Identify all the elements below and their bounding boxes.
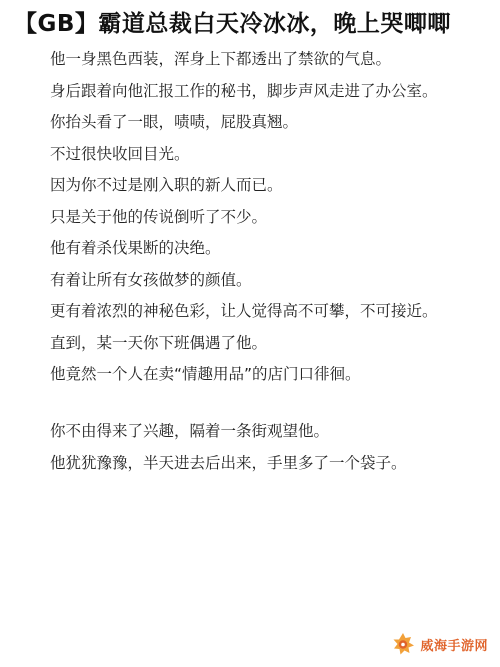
paragraph: 他一身黑色西装，浑身上下都透出了禁欲的气息。	[50, 50, 392, 68]
paragraph: 只是关于他的传说倒听了不少。	[50, 207, 268, 226]
paragraph: 你抬头看了一眼，啧啧，屁股真翘。	[50, 113, 299, 131]
paragraph: 直到，某一天你下班偶遇了他。	[50, 333, 268, 352]
paragraph: 更有着浓烈的神秘色彩，让人觉得高不可攀，不可接近。	[50, 302, 438, 320]
watermark-logo-icon	[390, 631, 416, 657]
article-body	[50, 46, 486, 476]
paragraph: 不过很快收回目光。	[50, 144, 190, 163]
site-watermark	[388, 629, 494, 659]
article-title: 【GB】霸道总裁白天冷冰冰，晚上哭唧唧	[14, 11, 451, 37]
paragraph: 他犹犹豫豫，半天进去后出来，手里多了一个袋子。	[50, 453, 407, 472]
paragraph: 有着让所有女孩做梦的颜值。	[50, 270, 252, 289]
paragraph: 因为你不过是刚入职的新人而已。	[50, 176, 283, 194]
paragraph: 你不由得来了兴趣，隔着一条街观望他。	[50, 422, 330, 440]
paragraph: 他有着杀伐果断的决绝。	[50, 239, 221, 257]
watermark-text: 威海手游网	[420, 638, 488, 654]
paragraph: 他竟然一个人在卖“情趣用品”的店门口徘徊。	[50, 365, 361, 383]
paragraph: 身后跟着向他汇报工作的秘书，脚步声风走进了办公室。	[50, 81, 438, 100]
